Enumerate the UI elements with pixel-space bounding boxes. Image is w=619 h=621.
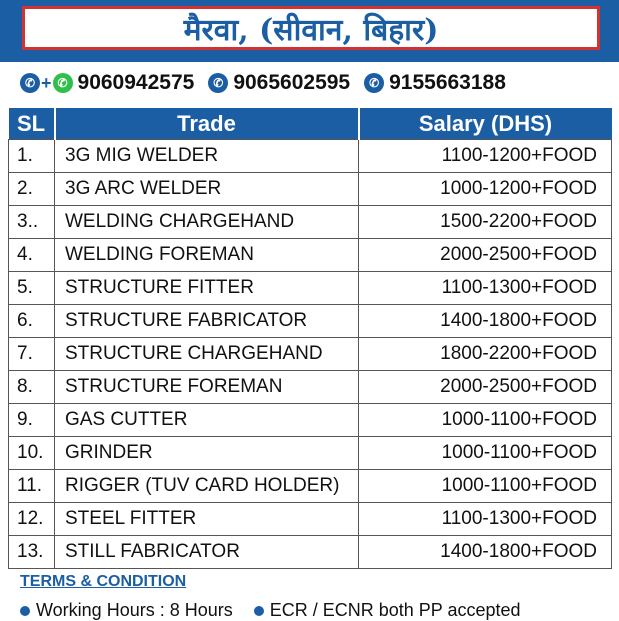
sl-cell: 7. [9,338,55,371]
salary-cell: 1800-2200+FOOD [359,338,612,371]
phone-number-2[interactable]: 9065602595 [233,71,351,94]
contact-group-1 [20,71,194,95]
trade-cell: STRUCTURE CHARGEHAND [55,338,359,371]
table-row [9,404,612,437]
sl-cell: 12. [9,503,55,536]
sl-cell: 1. [9,140,55,173]
table-header-row [9,108,612,140]
terms-item-text: ECR / ECNR both PP accepted [269,600,521,620]
trade-cell: STRUCTURE FOREMAN [55,371,359,404]
table-row [9,470,612,503]
jobs-table [8,108,612,569]
salary-cell: 1100-1300+FOOD [359,272,612,305]
bullet-icon [254,606,264,616]
table-row [9,305,612,338]
sl-cell: 13. [9,536,55,569]
table-row [9,371,612,404]
salary-cell: 1000-1100+FOOD [359,437,612,470]
terms-item-text: Working Hours : 8 Hours [36,600,233,620]
header-trade: Trade [55,108,359,140]
contact-row [20,68,610,98]
phone-icon: ✆ [364,73,384,93]
sl-cell: 2. [9,173,55,206]
salary-cell: 1000-1100+FOOD [359,470,612,503]
banner-title: मैरवा, (सीवान, बिहार) [183,12,439,48]
sl-cell: 3.. [9,206,55,239]
table-row [9,140,612,173]
trade-cell: GRINDER [55,437,359,470]
salary-cell: 1100-1300+FOOD [359,503,612,536]
salary-cell: 1500-2200+FOOD [359,206,612,239]
table-row [9,173,612,206]
phone-number-1[interactable]: 9060942575 [77,71,195,94]
trade-cell: 3G MIG WELDER [55,140,359,173]
phone-icon: ✆ [208,73,228,93]
table-row [9,272,612,305]
table-row [9,437,612,470]
whatsapp-icon: ✆ [53,73,73,93]
bullet-icon [20,606,30,616]
terms-heading: TERMS & CONDITION [20,573,187,590]
sl-cell: 8. [9,371,55,404]
sl-cell: 5. [9,272,55,305]
salary-cell: 1100-1200+FOOD [359,140,612,173]
salary-cell: 1000-1100+FOOD [359,404,612,437]
phone-icon: ✆ [20,73,40,93]
banner-title-box [22,6,600,50]
table-row [9,206,612,239]
plus-sign: + [41,72,52,93]
phone-number-3[interactable]: 9155663188 [389,71,506,94]
contact-group-3 [364,71,506,95]
contact-group-2 [208,71,350,95]
terms-list [20,600,537,621]
trade-cell: GAS CUTTER [55,404,359,437]
trade-cell: WELDING FOREMAN [55,239,359,272]
salary-cell: 1400-1800+FOOD [359,536,612,569]
table-row [9,536,612,569]
salary-cell: 2000-2500+FOOD [359,239,612,272]
salary-cell: 1400-1800+FOOD [359,305,612,338]
trade-cell: STRUCTURE FITTER [55,272,359,305]
sl-cell: 9. [9,404,55,437]
sl-cell: 4. [9,239,55,272]
trade-cell: STILL FABRICATOR [55,536,359,569]
table-row [9,239,612,272]
table-row [9,503,612,536]
terms-item [20,600,233,620]
sl-cell: 6. [9,305,55,338]
header-sl: SL [9,108,55,140]
trade-cell: STRUCTURE FABRICATOR [55,305,359,338]
trade-cell: RIGGER (TUV CARD HOLDER) [55,470,359,503]
trade-cell: STEEL FITTER [55,503,359,536]
salary-cell: 2000-2500+FOOD [359,371,612,404]
header-banner [0,0,619,62]
terms-item [254,600,521,620]
trade-cell: WELDING CHARGEHAND [55,206,359,239]
sl-cell: 10. [9,437,55,470]
salary-cell: 1000-1200+FOOD [359,173,612,206]
sl-cell: 11. [9,470,55,503]
trade-cell: 3G ARC WELDER [55,173,359,206]
header-salary: Salary (DHS) [359,108,612,140]
table-row [9,338,612,371]
